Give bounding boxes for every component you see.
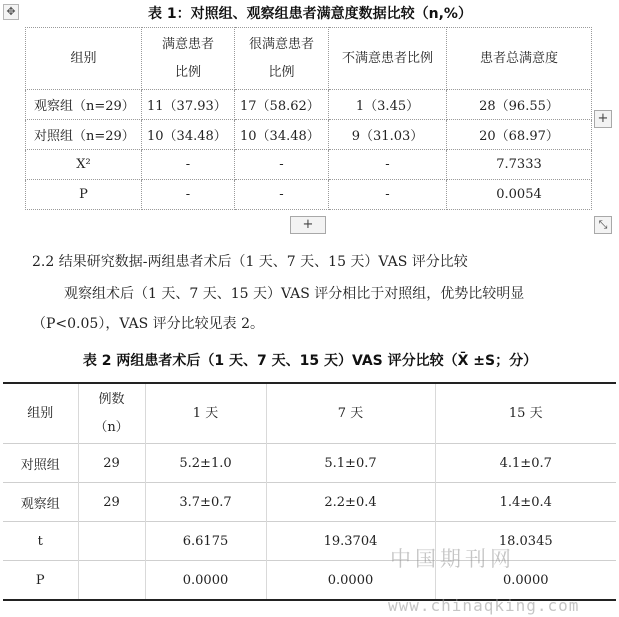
watermark-url: www.chinaqking.com xyxy=(388,596,580,615)
table2-cell: 4.1±0.7 xyxy=(435,444,616,483)
table1-cell: - xyxy=(235,150,329,180)
table1-cell: 20（68.97） xyxy=(447,120,592,150)
table-resize-handle-icon[interactable]: ⤡ xyxy=(594,216,612,234)
table1-header-cell: 不满意患者比例 xyxy=(329,28,447,90)
table2-caption: 表 2 两组患者术后（1 天、7 天、15 天）VAS 评分比较（X̄ ±S；分） xyxy=(82,353,538,369)
table1-cell: 11（37.93） xyxy=(142,90,235,120)
table2-cell: 19.3704 xyxy=(266,522,435,561)
table1-cell: - xyxy=(142,180,235,210)
table-row xyxy=(26,120,592,150)
table-row xyxy=(3,561,616,601)
table1-cell: - xyxy=(142,150,235,180)
table1-header-cell: 组别 xyxy=(26,28,142,90)
table-row xyxy=(26,150,592,180)
table1-cell: 观察组（n=29） xyxy=(26,90,142,120)
table1-cell: 28（96.55） xyxy=(447,90,592,120)
paragraph-line: 观察组术后（1 天、7 天、15 天）VAS 评分相比于对照组，优势比较明显 xyxy=(64,286,525,302)
table2-cell: 1.4±0.4 xyxy=(435,483,616,522)
table1-caption: 表 1：对照组、观察组患者满意度数据比较（n,%） xyxy=(148,6,472,22)
table1-header-cell: 满意患者比例 xyxy=(142,28,235,90)
table-row xyxy=(3,483,616,522)
table1 xyxy=(25,27,592,210)
section-heading: 2.2 结果研究数据-两组患者术后（1 天、7 天、15 天）VAS 评分比较 xyxy=(32,254,468,270)
table2-header-row xyxy=(3,383,616,444)
table1-cell: 对照组（n=29） xyxy=(26,120,142,150)
table2-cell: 对照组 xyxy=(3,444,78,483)
table2-cell: 0.0000 xyxy=(435,561,616,601)
table2-cell: 2.2±0.4 xyxy=(266,483,435,522)
watermark-text: 中国期刊网 xyxy=(390,547,515,571)
table2-cell: 29 xyxy=(78,483,145,522)
table2-header-cell: 例数（n） xyxy=(78,383,145,444)
table1-header-row xyxy=(26,28,592,90)
table1-cell: 9（31.03） xyxy=(329,120,447,150)
table2-cell: 6.6175 xyxy=(145,522,266,561)
table1-cell: 0.0054 xyxy=(447,180,592,210)
table2-header-cell: 组别 xyxy=(3,383,78,444)
table2-cell: 0.0000 xyxy=(266,561,435,601)
add-row-button[interactable]: + xyxy=(290,216,326,234)
table1-cell: - xyxy=(329,150,447,180)
table1-header-cell: 很满意患者比例 xyxy=(235,28,329,90)
table2-header-cell: 7 天 xyxy=(266,383,435,444)
table1-cell: P xyxy=(26,180,142,210)
table-move-handle-icon[interactable]: ✥ xyxy=(3,4,19,20)
paragraph-line: （P<0.05），VAS 评分比较见表 2。 xyxy=(32,316,264,332)
table2-cell: 29 xyxy=(78,444,145,483)
table2-cell: t xyxy=(3,522,78,561)
table2-header-cell: 1 天 xyxy=(145,383,266,444)
table2 xyxy=(3,382,616,601)
table2-cell: 5.2±1.0 xyxy=(145,444,266,483)
table1-header-cell: 患者总满意度 xyxy=(447,28,592,90)
table2-cell: 5.1±0.7 xyxy=(266,444,435,483)
table2-cell xyxy=(78,522,145,561)
table1-cell: 7.7333 xyxy=(447,150,592,180)
table2-cell: 18.0345 xyxy=(435,522,616,561)
table-row xyxy=(26,90,592,120)
table-row xyxy=(3,444,616,483)
table1-cell: - xyxy=(235,180,329,210)
table2-cell: P xyxy=(3,561,78,601)
table1-cell: X² xyxy=(26,150,142,180)
table2-cell xyxy=(78,561,145,601)
table2-cell: 观察组 xyxy=(3,483,78,522)
add-column-button[interactable]: + xyxy=(594,110,612,128)
table1-cell: 1（3.45） xyxy=(329,90,447,120)
table1-cell: - xyxy=(329,180,447,210)
table2-cell: 3.7±0.7 xyxy=(145,483,266,522)
table1-cell: 10（34.48） xyxy=(235,120,329,150)
table1-cell: 17（58.62） xyxy=(235,90,329,120)
table2-header-cell: 15 天 xyxy=(435,383,616,444)
table-row xyxy=(26,180,592,210)
table2-cell: 0.0000 xyxy=(145,561,266,601)
table-row xyxy=(3,522,616,561)
table1-cell: 10（34.48） xyxy=(142,120,235,150)
